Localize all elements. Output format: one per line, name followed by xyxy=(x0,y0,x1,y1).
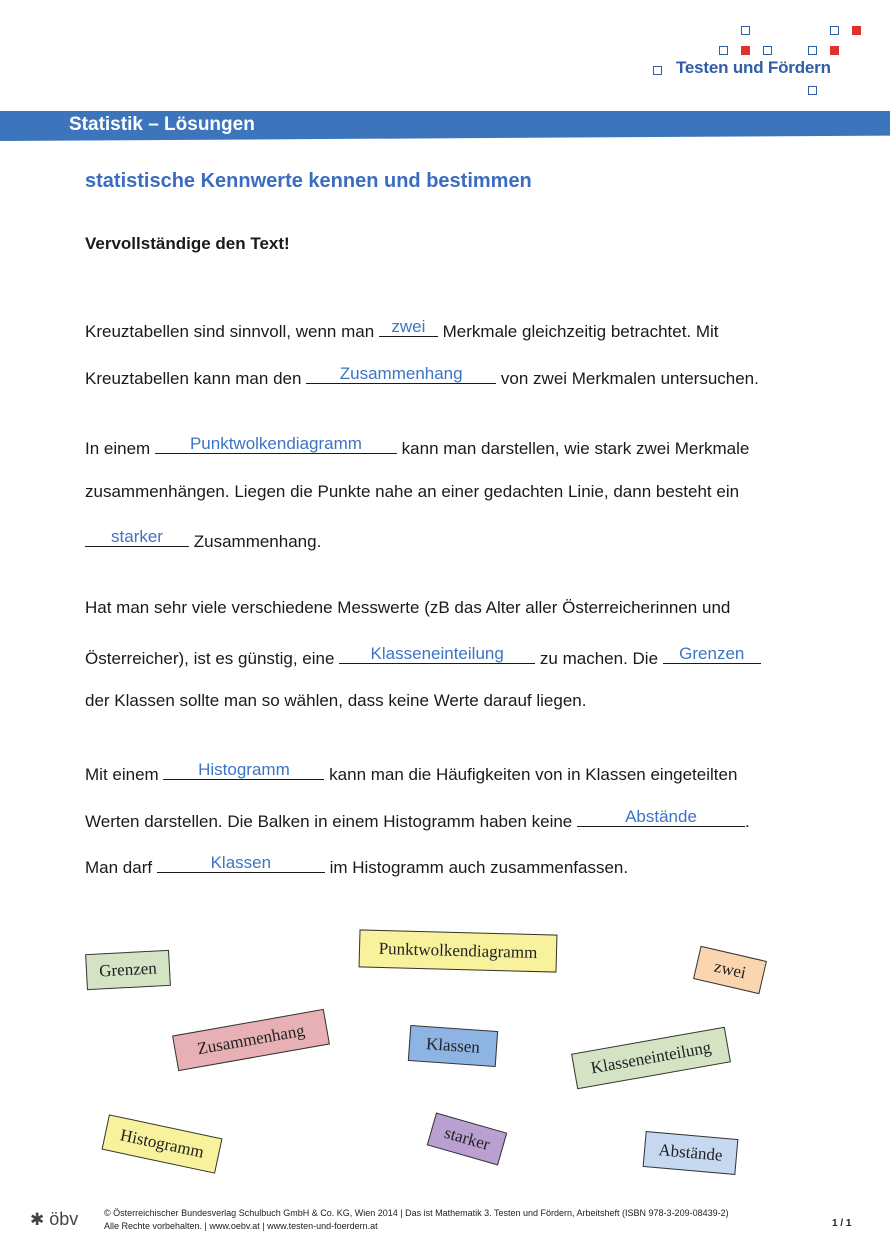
logo-square xyxy=(830,26,839,35)
word-card[interactable] xyxy=(359,929,558,972)
text-segment: Merkmale gleichzeitig betrachtet. Mit xyxy=(442,322,719,341)
word-card[interactable] xyxy=(427,1112,508,1165)
word-card[interactable] xyxy=(85,950,171,990)
text-segment: im Histogramm auch zusammenfassen. xyxy=(329,858,629,877)
text-segment: kann man darstellen, wie stark zwei Merkmale xyxy=(401,439,750,458)
answer-text: starker xyxy=(111,527,163,546)
answer-blank[interactable] xyxy=(663,644,761,664)
word-card[interactable] xyxy=(172,1009,330,1071)
text-line xyxy=(85,853,628,879)
text-segment: Österreicher), ist es günstig, eine xyxy=(85,649,335,668)
logo-square xyxy=(830,46,839,55)
text-line xyxy=(85,807,750,833)
footer-line: © Österreichischer Bundesverlag Schulbuch GmbH & Co. KG, Wien 2014 | Das ist Mathematik 3. Testen und Fördern, Arbeitsheft (ISBN 978-3-209-08439-2) xyxy=(104,1208,729,1218)
logo-square xyxy=(808,46,817,55)
text-segment: kann man die Häufigkeiten von in Klassen eingeteilten xyxy=(329,765,738,784)
text-segment: Hat man sehr viele verschiedene Messwerte (zB das Alter aller Österreicherinnen und xyxy=(85,598,731,617)
logo-square xyxy=(852,26,861,35)
answer-blank[interactable] xyxy=(577,807,745,827)
word-card-label: Abstände xyxy=(657,1140,724,1165)
instruction: Vervollständige den Text! xyxy=(85,234,290,253)
page-subtitle: statistische Kennwerte kennen und bestimmen xyxy=(85,170,532,192)
logo-square xyxy=(719,46,728,55)
word-card[interactable] xyxy=(571,1027,731,1090)
text-segment: In einem xyxy=(85,439,151,458)
logo-square xyxy=(808,86,817,95)
banner-title: Statistik – Lösungen xyxy=(69,114,255,135)
word-card-label: starker xyxy=(442,1123,492,1155)
text-line xyxy=(85,364,759,390)
text-segment: zusammenhängen. Liegen die Punkte nahe an einer gedachten Linie, dann besteht ein xyxy=(85,482,740,501)
text-segment: . xyxy=(745,812,750,831)
page-number: 1 / 1 xyxy=(832,1218,852,1229)
answer-text: Klasseneinteilung xyxy=(370,644,504,663)
answer-blank[interactable] xyxy=(155,434,397,454)
brand-name: Testen und Fördern xyxy=(676,58,831,77)
answer-text: Grenzen xyxy=(679,644,745,663)
publisher-logo xyxy=(30,1209,78,1230)
word-card-label: Grenzen xyxy=(98,958,158,981)
answer-text: Zusammenhang xyxy=(339,364,463,383)
word-card[interactable] xyxy=(102,1114,223,1173)
text-segment: Man darf xyxy=(85,858,153,877)
word-card-label: Klassen xyxy=(425,1034,481,1057)
logo-square xyxy=(653,66,662,75)
footer-copyright xyxy=(104,1207,729,1233)
text-segment: Kreuztabellen sind sinnvoll, wenn man xyxy=(85,322,375,341)
answer-blank[interactable] xyxy=(339,644,535,664)
answer-text: Histogramm xyxy=(198,760,290,779)
text-segment: Zusammenhang. xyxy=(193,532,322,551)
word-card-label: Klasseneinteilung xyxy=(589,1037,713,1078)
logo-square xyxy=(741,46,750,55)
word-card-label: zwei xyxy=(712,956,748,983)
answer-blank[interactable] xyxy=(306,364,496,384)
logo-square xyxy=(741,26,750,35)
answer-blank[interactable] xyxy=(157,853,325,873)
word-card-label: Zusammenhang xyxy=(195,1020,307,1059)
text-line xyxy=(85,481,739,503)
word-card[interactable] xyxy=(408,1025,498,1067)
text-line xyxy=(85,317,719,343)
answer-blank[interactable] xyxy=(379,317,438,337)
text-line xyxy=(85,527,321,553)
text-segment: Werten darstellen. Die Balken in einem Histogramm haben keine xyxy=(85,812,573,831)
answer-blank[interactable] xyxy=(85,527,189,547)
footer-line: Alle Rechte vorbehalten. | www.oebv.at | www.testen-und-foerdern.at xyxy=(104,1221,378,1231)
answer-blank[interactable] xyxy=(163,760,324,780)
word-card-label: Punktwolkendiagramm xyxy=(378,938,538,963)
text-line xyxy=(85,597,730,619)
star-icon: ✱ xyxy=(30,1210,45,1229)
answer-text: Klassen xyxy=(210,853,272,872)
text-segment: zu machen. Die xyxy=(539,649,659,668)
text-line xyxy=(85,434,749,460)
text-segment: der Klassen sollte man so wählen, dass keine Werte darauf liegen. xyxy=(85,691,587,710)
word-card[interactable] xyxy=(643,1131,739,1175)
answer-text: Abstände xyxy=(625,807,697,826)
text-line xyxy=(85,760,737,786)
logo-square xyxy=(763,46,772,55)
answer-text: Punktwolkendiagramm xyxy=(189,434,362,453)
text-segment: Mit einem xyxy=(85,765,159,784)
text-line xyxy=(85,690,586,712)
word-card[interactable] xyxy=(693,946,767,994)
text-segment: Kreuztabellen kann man den xyxy=(85,369,302,388)
text-segment: von zwei Merkmalen untersuchen. xyxy=(500,369,759,388)
word-card-label: Histogramm xyxy=(118,1125,206,1162)
text-line xyxy=(85,644,761,670)
publisher-logo-text: öbv xyxy=(49,1209,79,1229)
answer-text: zwei xyxy=(391,317,426,336)
